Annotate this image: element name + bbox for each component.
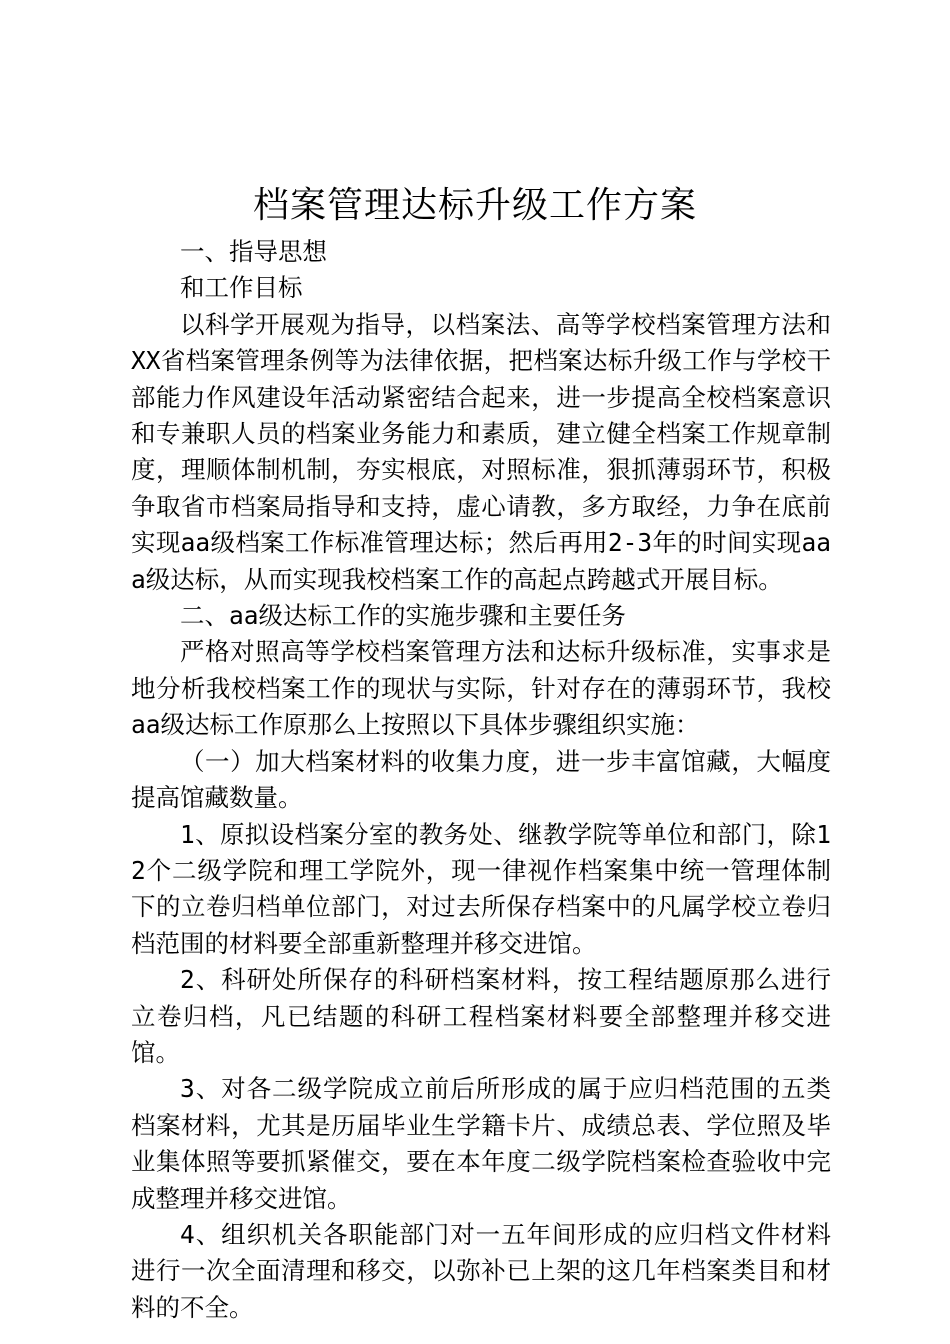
document-body [131,234,831,1326]
paragraph-guiding-thought: 以科学开展观为指导，以档案法、高等学校档案管理方法和XX省档案管理条例等为法律依据，把档案达标升级工作与学校干部能力作风建设年活动紧密结合起来，进一步提高全校档案意识和专兼职人员的档案业务能力和素质，建立健全档案工作规章制度，理顺体制机制，夯实根底，对照标准，狠抓薄弱环节，积极争取省市档案局指导和支持，虚心请教，多方取经，力争在底前实现aa级档案工作标准管理达标；然后再用2-3年的时间实现aaa级达标，从而实现我校档案工作的高起点跨越式开展目标。 [131,309,831,594]
list-item-3: 3、对各二级学院成立前后所形成的属于应归档范围的五类档案材料，尤其是历届毕业生学籍卡片、成绩总表、学位照及毕业集体照等要抓紧催交，要在本年度二级学院档案检查验收中完成整理并移交进馆。 [131,1074,831,1213]
paragraph-implementation-intro: 严格对照高等学校档案管理方法和达标升级标准，实事求是地分析我校档案工作的现状与实际，针对存在的薄弱环节，我校aa级达标工作原那么上按照以下具体步骤组织实施： [131,637,831,740]
list-item-2: 2、科研处所保存的科研档案材料，按工程结题原那么进行立卷归档，凡已结题的科研工程档案材料要全部整理并移交进馆。 [131,965,831,1067]
subsection-heading-1: （一）加大档案材料的收集力度，进一步丰富馆藏，大幅度提高馆藏数量。 [131,746,831,813]
list-item-1: 1、原拟设档案分室的教务处、继教学院等单位和部门，除12个二级学院和理工学院外，现一律视作档案集中统一管理体制下的立卷归档单位部门，对过去所保存档案中的凡属学校立卷归档范围的材料要全部重新整理并移交进馆。 [131,819,831,958]
document-title: 档案管理达标升级工作方案 [252,185,697,226]
section-heading-1-continued: 和工作目标 [180,273,303,303]
section-heading-2: 二、aa级达标工作的实施步骤和主要任务 [180,601,626,631]
list-item-4: 4、组织机关各职能部门对一五年间形成的应归档文件材料进行一次全面清理和移交，以弥补已上架的这几年档案类目和材料的不全。 [131,1219,831,1322]
section-heading-1: 一、指导思想 [180,237,327,266]
